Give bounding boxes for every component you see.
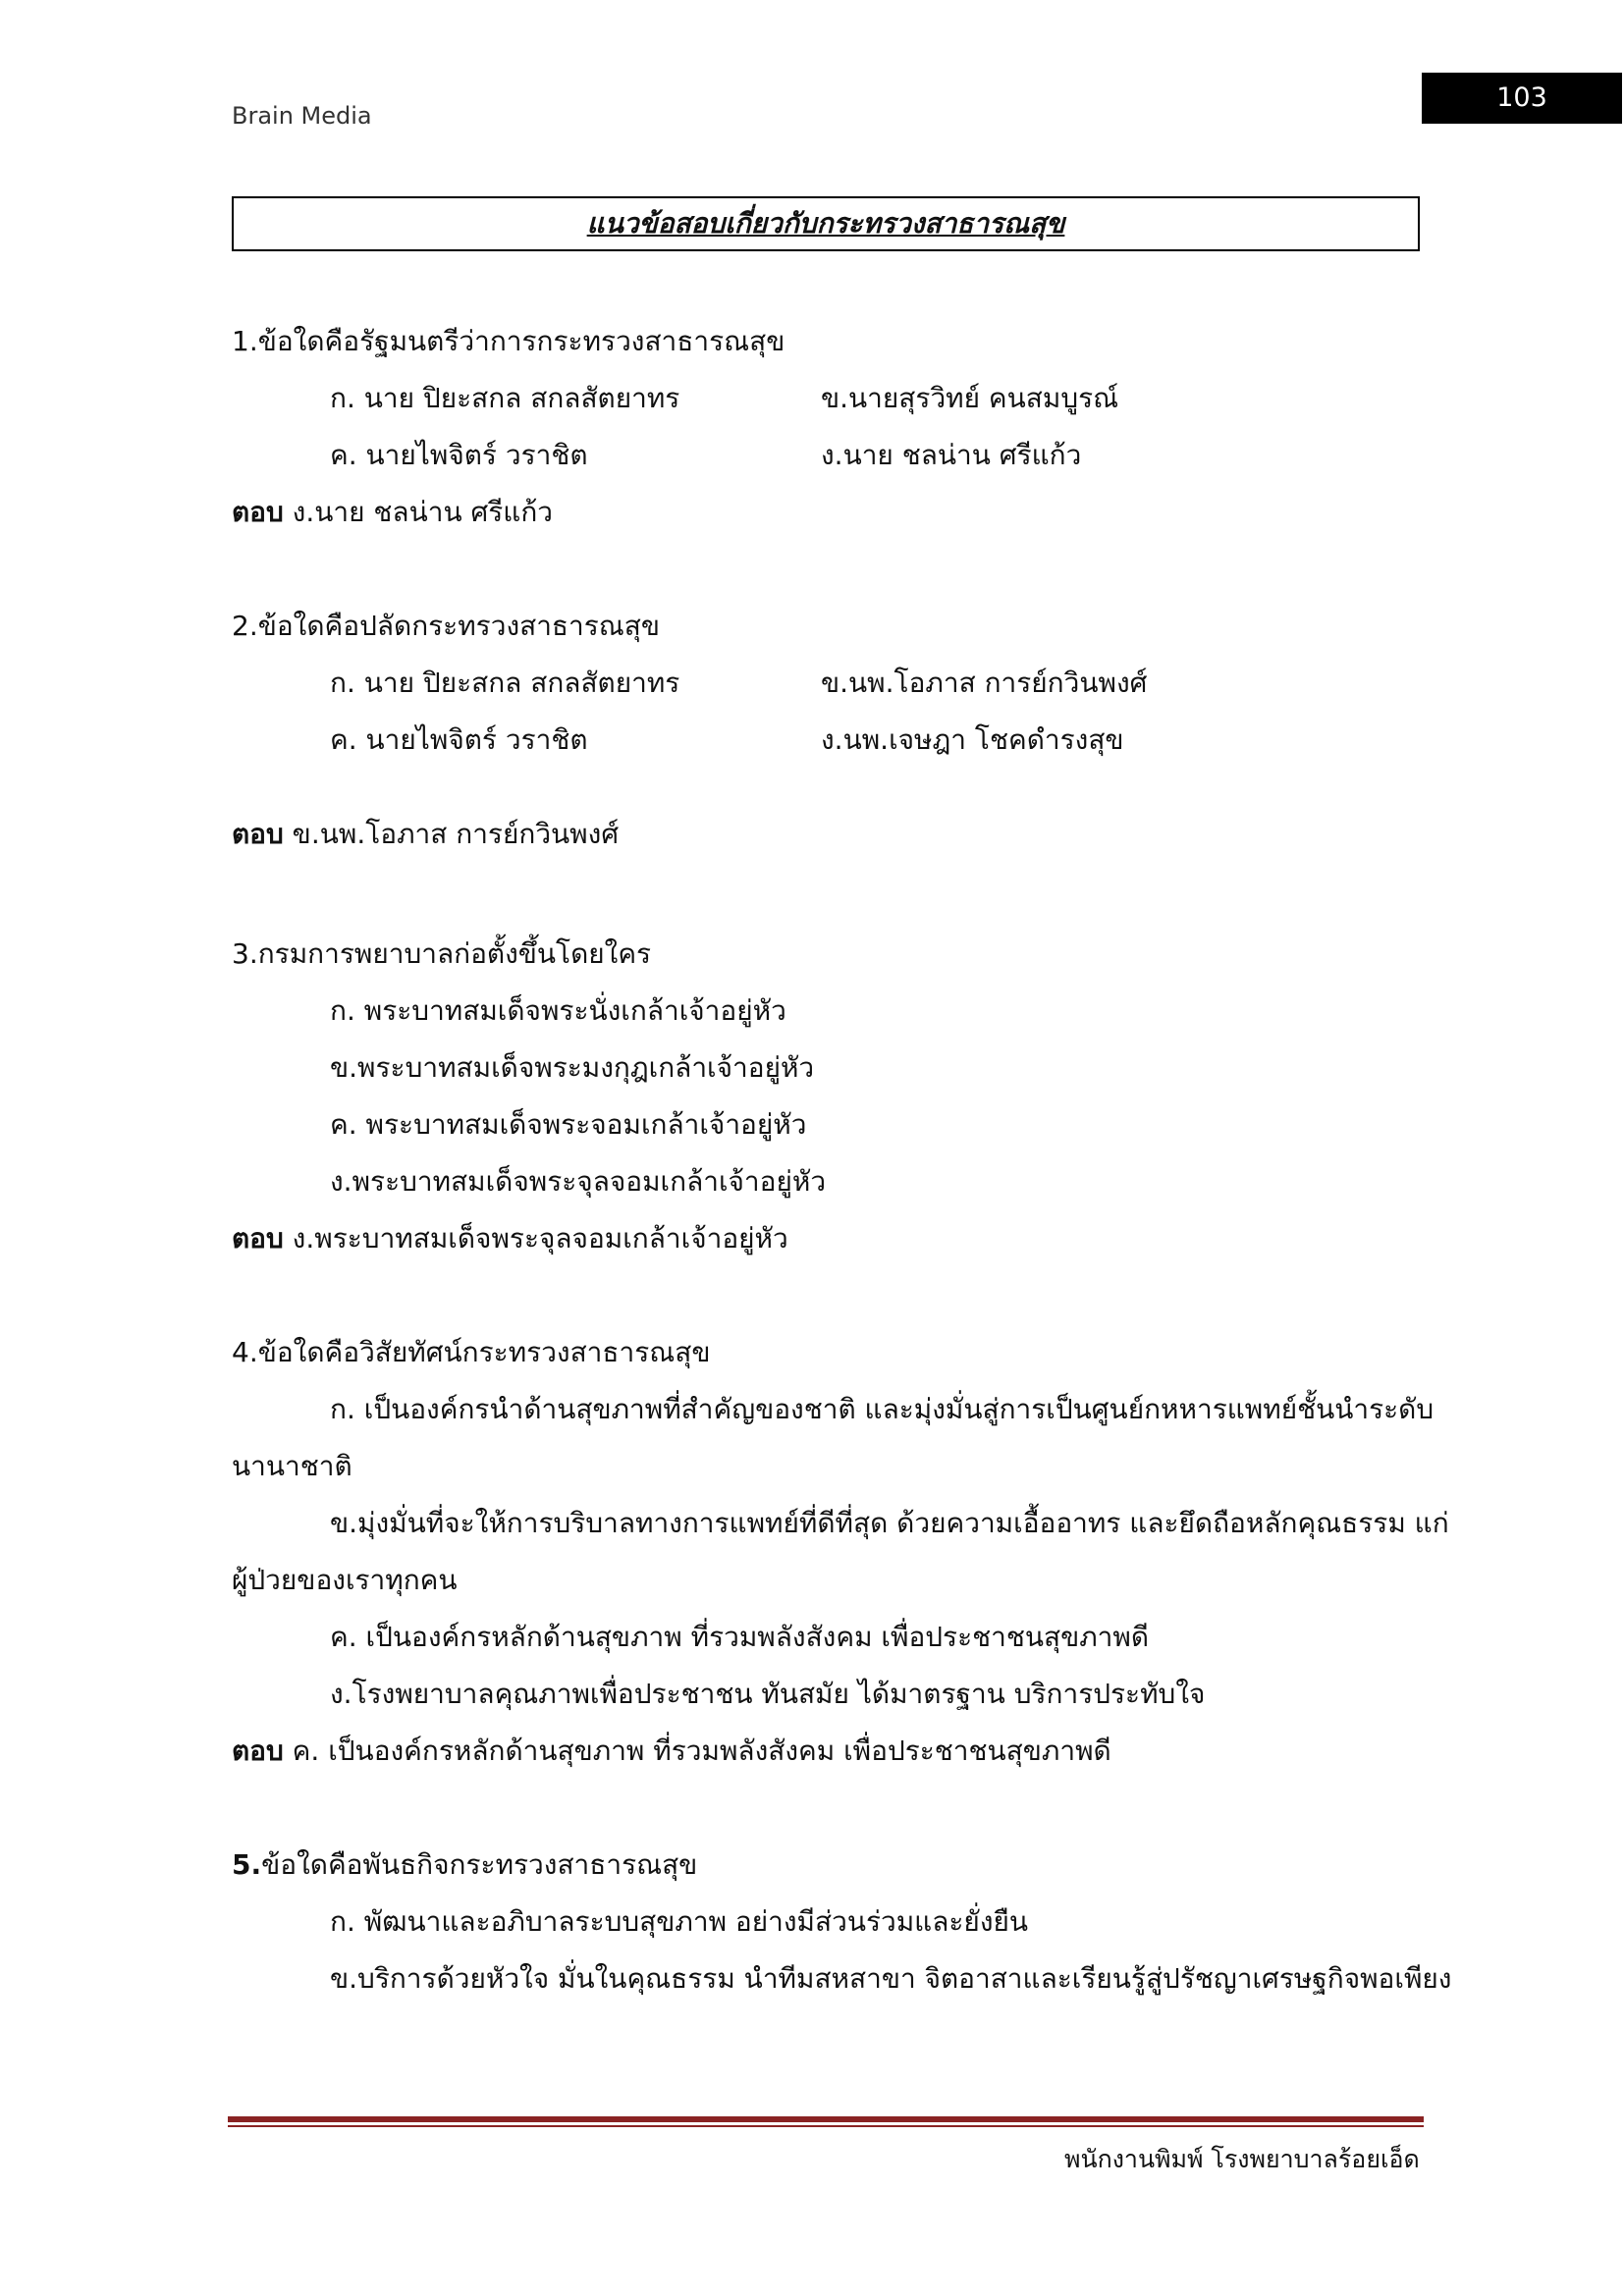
q4-option-b-cont: ผู้ป่วยของเราทุกคน bbox=[232, 1564, 458, 1596]
answer-text: ข.นพ.โอภาส การย์กวินพงศ์ bbox=[283, 818, 620, 850]
q5-option-a: ก. พัฒนาและอภิบาลระบบสุขภาพ อย่างมีส่วนร่วมและยั่งยืน bbox=[330, 1905, 1029, 1938]
q1-option-b: ข.นายสุรวิทย์ คนสมบูรณ์ bbox=[821, 382, 1119, 414]
q2-option-d: ง.นพ.เจษฎา โชคดำรงสุข bbox=[821, 723, 1124, 756]
q2-option-a: ก. นาย ปิยะสกล สกลสัตยาทร bbox=[330, 667, 680, 699]
footer-text: พนักงานพิมพ์ โรงพยาบาลร้อยเอ็ด bbox=[1064, 2145, 1420, 2173]
q4-answer bbox=[232, 1732, 1111, 1771]
footer-rule bbox=[228, 2116, 1424, 2126]
q4-option-b: ข.มุ่งมั่นที่จะให้การบริบาลทางการแพทย์ที่ดีที่สุด ด้วยความเอื้ออาทร และยึดถือหลักคุณธรรม แก่ bbox=[330, 1507, 1449, 1539]
question-5 bbox=[232, 1845, 697, 1885]
q2-option-c: ค. นายไพจิตร์ วราชิต bbox=[330, 723, 588, 756]
q4-option-a-cont: นานาชาติ bbox=[232, 1450, 352, 1482]
page-number: 103 bbox=[1422, 73, 1622, 124]
q5-option-b: ข.บริการด้วยหัวใจ มั่นในคุณธรรม นำทีมสหสาขา จิตอาสาและเรียนรู้สู่ปรัชญาเศรษฐกิจพอเพียง bbox=[330, 1962, 1452, 1995]
answer-text: ง.นาย ชลน่าน ศรีแก้ว bbox=[283, 496, 554, 528]
q1-answer bbox=[232, 493, 553, 532]
q2-option-b: ข.นพ.โอภาส การย์กวินพงศ์ bbox=[821, 667, 1148, 699]
q2-answer bbox=[232, 815, 619, 854]
q3-option-c: ค. พระบาทสมเด็จพระจอมเกล้าเจ้าอยู่หัว bbox=[330, 1108, 807, 1141]
question-number: 5. bbox=[232, 1848, 262, 1881]
q3-option-b: ข.พระบาทสมเด็จพระมงกุฎเกล้าเจ้าอยู่หัว bbox=[330, 1051, 815, 1084]
q1-option-c: ค. นายไพจิตร์ วราชิต bbox=[330, 439, 588, 471]
footer-rule-thin bbox=[228, 2125, 1424, 2127]
q4-option-c: ค. เป็นองค์กรหลักด้านสุขภาพ ที่รวมพลังสังคม เพื่อประชาชนสุขภาพดี bbox=[330, 1621, 1150, 1653]
answer-label: ตอบ bbox=[232, 818, 284, 850]
answer-text: ง.พระบาทสมเด็จพระจุลจอมเกล้าเจ้าอยู่หัว bbox=[283, 1222, 788, 1255]
q4-option-d: ง.โรงพยาบาลคุณภาพเพื่อประชาชน ทันสมัย ได้มาตรฐาน บริการประทับใจ bbox=[330, 1678, 1206, 1710]
q4-option-a: ก. เป็นองค์กรนำด้านสุขภาพที่สำคัญของชาติ และมุ่งมั่นสู่การเป็นศูนย์กหหารแพทย์ชั้นนำระดับ bbox=[330, 1393, 1435, 1425]
page-title: แนวข้อสอบเกี่ยวกับกระทรวงสาธารณสุข bbox=[586, 207, 1065, 240]
answer-label: ตอบ bbox=[232, 1222, 284, 1255]
answer-text: ค. เป็นองค์กรหลักด้านสุขภาพ ที่รวมพลังสังคม เพื่อประชาชนสุขภาพดี bbox=[283, 1735, 1111, 1767]
answer-label: ตอบ bbox=[232, 496, 284, 528]
q1-option-a: ก. นาย ปิยะสกล สกลสัตยาทร bbox=[330, 382, 680, 414]
question-2: 2.ข้อใดคือปลัดกระทรวงสาธารณสุข bbox=[232, 610, 660, 642]
q3-answer bbox=[232, 1219, 788, 1258]
question-text: ข้อใดคือพันธกิจกระทรวงสาธารณสุข bbox=[261, 1848, 698, 1881]
q3-option-d: ง.พระบาทสมเด็จพระจุลจอมเกล้าเจ้าอยู่หัว bbox=[330, 1165, 827, 1198]
q1-option-d: ง.นาย ชลน่าน ศรีแก้ว bbox=[821, 439, 1082, 471]
question-3: 3.กรมการพยาบาลก่อตั้งขึ้นโดยใคร bbox=[232, 937, 652, 970]
question-4: 4.ข้อใดคือวิสัยทัศน์กระทรวงสาธารณสุข bbox=[232, 1336, 711, 1368]
footer-rule-thick bbox=[228, 2116, 1424, 2122]
question-1: 1.ข้อใดคือรัฐมนตรีว่าการกระทรวงสาธารณสุข bbox=[232, 325, 785, 357]
answer-label: ตอบ bbox=[232, 1735, 284, 1767]
q3-option-a: ก. พระบาทสมเด็จพระนั่งเกล้าเจ้าอยู่หัว bbox=[330, 994, 786, 1027]
running-header: Brain Media bbox=[232, 102, 372, 130]
title-box bbox=[232, 196, 1420, 251]
